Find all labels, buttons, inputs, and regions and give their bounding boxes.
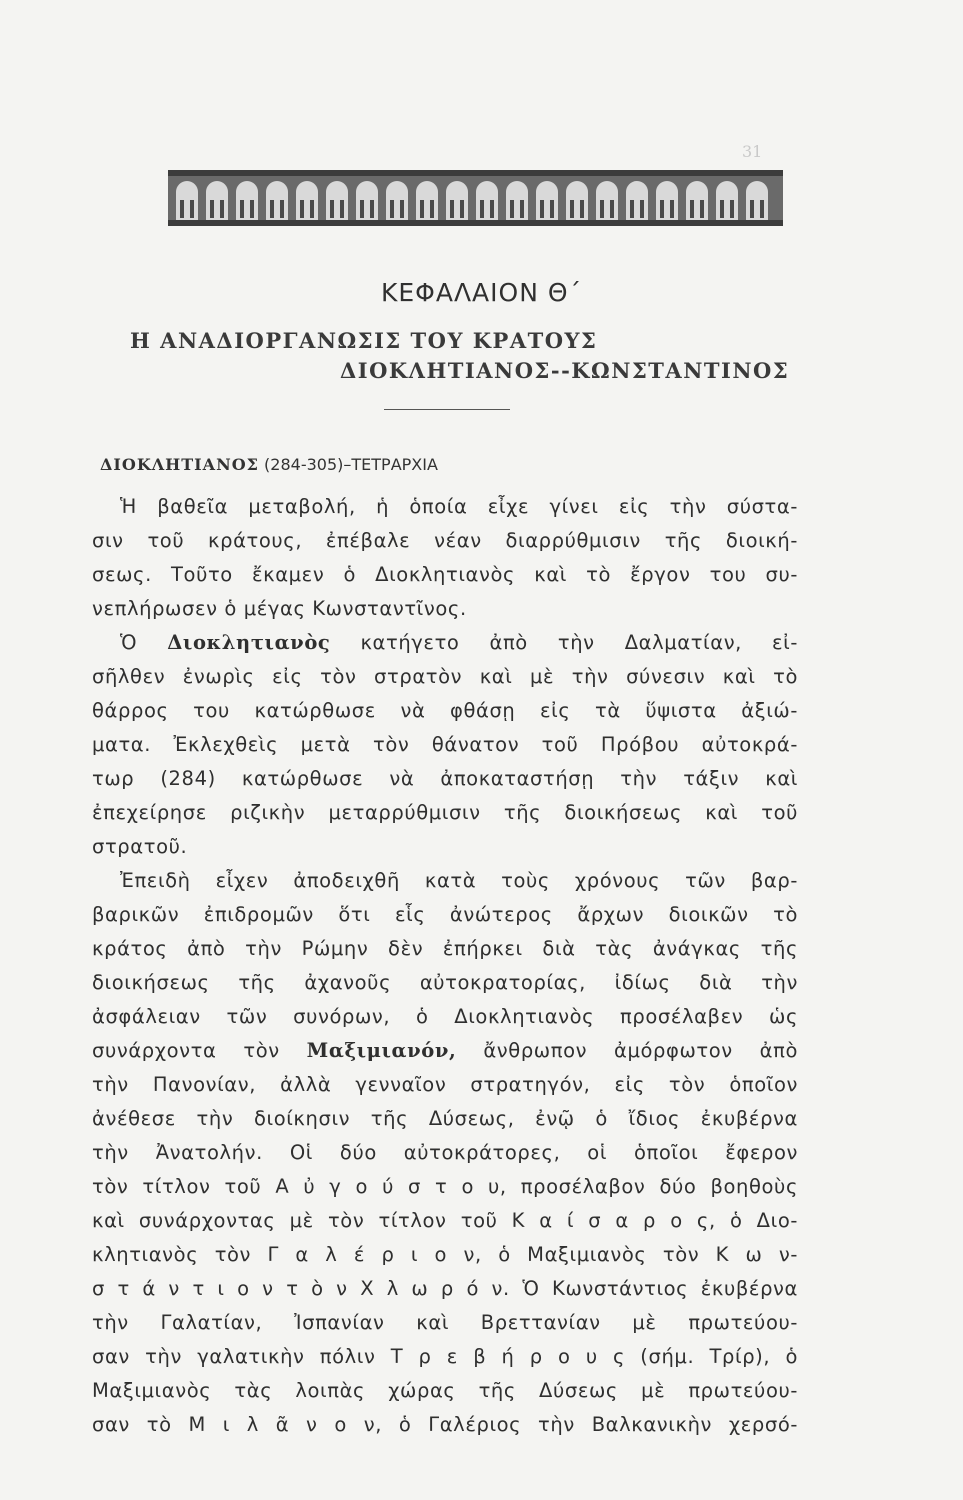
text-line-with-bold-name: [120, 631, 798, 654]
text-line: Ἐπειδὴ εἶχεν ἀποδειχθῆ κατὰ τοὺς χρόνους τῶν βαρ-: [120, 869, 798, 892]
text-line: διοικήσεως τῆς ἀχανοῦς αὐτοκρατορίας, ἰδίως διὰ τὴν: [92, 971, 798, 994]
text-segment: Ὁ: [120, 631, 168, 654]
text-line: ἐπεχείρησε ριζικὴν μεταρρύθμισιν τῆς διοικήσεως καὶ τοῦ: [92, 801, 798, 824]
bold-name-diocletian: Διοκλητιανὸς: [167, 631, 331, 654]
text-line: τὴν Γαλατίαν, Ἰσπανίαν καὶ Βρεττανίαν μὲ πρωτεύου-: [92, 1311, 798, 1334]
text-line: σεως. Τοῦτο ἔκαμεν ὁ Διοκλητιανὸς καὶ τὸ ἔργον του συ-: [92, 563, 798, 586]
text-line: κράτος ἀπὸ τὴν Ρώμην δὲν ἐπήρκει διὰ τὰς ἀνάγκας τῆς: [92, 937, 798, 960]
text-line: θάρρος του κατώρθωσε νὰ φθάσῃ εἰς τὰ ὕψιστα ἀξιώ-: [92, 699, 798, 722]
text-line: σαν τὸ Μ ι λ ᾶ ν ο ν, ὁ Γαλέριος τὴν Βαλκανικὴν χερσό-: [92, 1413, 798, 1436]
text-line: βαρικῶν ἐπιδρομῶν ὅτι εἷς ἀνώτερος ἄρχων διοικῶν τὸ: [92, 903, 798, 926]
text-segment: ἄνθρωπον ἀμόρφωτον ἀπὸ: [456, 1039, 798, 1062]
text-line: σῆλθεν ἐνωρὶς εἰς τὸν στρατὸν καὶ μὲ τὴν σύνεσιν καὶ τὸ: [92, 665, 798, 688]
chapter-title-line1: Η ΑΝΑΔΙΟΡΓΑΝΩΣΙΣ ΤΟΥ ΚΡΑΤΟΥΣ: [130, 328, 598, 353]
section-heading: [100, 455, 438, 474]
text-line: σαν τὴν γαλατικὴν πόλιν Τ ρ ε β ή ρ ο υ ς (σήμ. Τρίρ), ὁ: [92, 1345, 798, 1368]
text-line: σιν τοῦ κράτους, ἐπέβαλε νέαν διαρρύθμισιν τῆς διοική-: [92, 529, 798, 552]
text-line: κλητιανὸς τὸν Γ α λ έ ρ ι ο ν, ὁ Μαξιμιανὸς τὸν Κ ω ν-: [92, 1243, 798, 1266]
text-line: σ τ ά ν τ ι ο ν τ ὸ ν Χ λ ω ρ ό ν. Ὁ Κωνστάντιος ἐκυβέρνα: [92, 1277, 798, 1300]
chapter-title-line2: ΔΙΟΚΛΗΤΙΑΝΟΣ--ΚΩΝΣΤΑΝΤΙΝΟΣ: [340, 358, 790, 383]
text-line: τὸν τίτλον τοῦ Α ὐ γ ο ύ σ τ ο υ, προσέλαβον δύο βοηθοὺς: [92, 1175, 798, 1198]
text-line: ἀσφάλειαν τῶν συνόρων, ὁ Διοκλητιανὸς προσέλαβεν ὡς: [92, 1005, 798, 1028]
title-divider: [384, 409, 510, 410]
text-line: στρατοῦ.: [92, 835, 188, 858]
text-line: Μαξιμιανὸς τὰς λοιπὰς χώρας τῆς Δύσεως μὲ πρωτεύου-: [92, 1379, 798, 1402]
text-segment: κατήγετο ἀπὸ τὴν Δαλματίαν, εἰ-: [330, 631, 798, 654]
text-line: τὴν Πανονίαν, ἀλλὰ γενναῖον στρατηγόν, εἰς τὸν ὁποῖον: [92, 1073, 798, 1096]
section-heading-period: (284-305)–ΤΕΤΡΑΡΧΙΑ: [264, 455, 438, 474]
text-line-with-bold-name: [92, 1039, 798, 1062]
colonnade-ornament: [168, 170, 783, 226]
chapter-label: ΚΕΦΑΛΑΙΟΝ Θ΄: [380, 278, 583, 307]
text-line: καὶ συνάρχοντας μὲ τὸν τίτλον τοῦ Κ α ί σ α ρ ο ς, ὁ Διο-: [92, 1209, 798, 1232]
text-line: νεπλήρωσεν ὁ μέγας Κωνσταντῖνος.: [92, 597, 467, 620]
text-segment: συνάρχοντα τὸν: [92, 1039, 307, 1062]
text-line: τωρ (284) κατώρθωσε νὰ ἀποκαταστήσῃ τὴν τάξιν καὶ: [92, 767, 798, 790]
text-line: Ἡ βαθεῖα μεταβολή, ἡ ὁποία εἶχε γίνει εἰς τὴν σύστα-: [120, 495, 798, 518]
text-line: τὴν Ἀνατολήν. Οἱ δύο αὐτοκράτορες, οἱ ὁποῖοι ἔφερον: [92, 1141, 798, 1164]
page-number: 31: [742, 142, 763, 161]
bold-name-maximian: Μαξιμιανόν,: [306, 1039, 457, 1062]
section-heading-name: ΔΙΟΚΛΗΤΙΑΝΟΣ: [100, 455, 259, 474]
text-line: ἀνέθεσε τὴν διοίκησιν τῆς Δύσεως, ἐνῷ ὁ ἴδιος ἐκυβέρνα: [92, 1107, 798, 1130]
text-line: ματα. Ἐκλεχθεὶς μετὰ τὸν θάνατον τοῦ Πρόβου αὐτοκρά-: [92, 733, 798, 756]
